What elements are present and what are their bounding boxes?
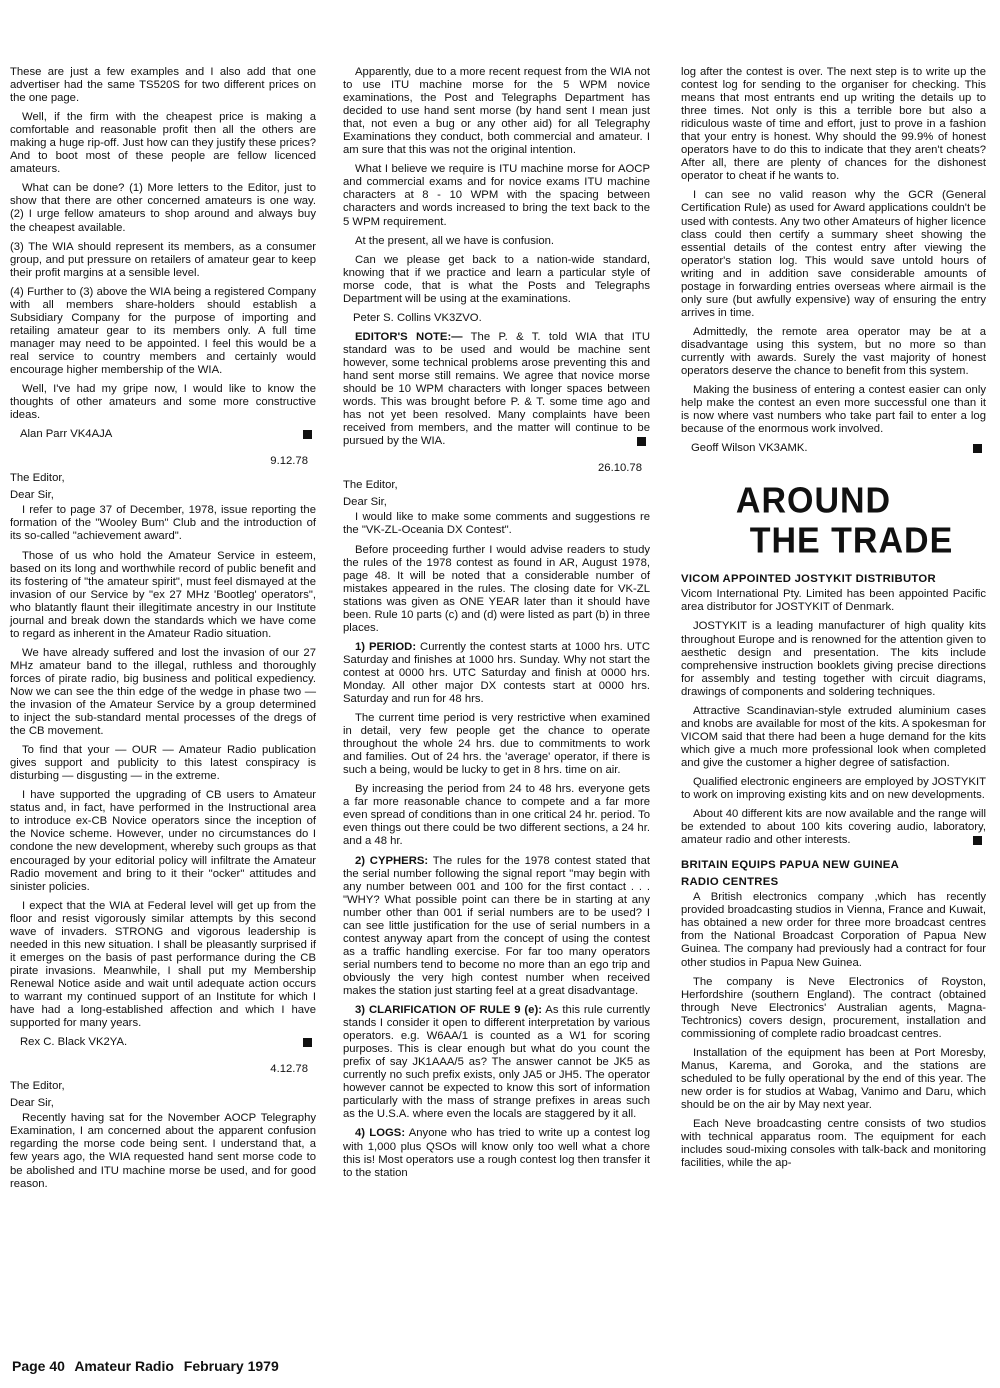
letter-date: 26.10.78 <box>598 462 642 475</box>
section-title: AROUND THE TRADE <box>735 481 954 562</box>
article-paragraph: The company is Neve Electronics of Royston, Herfordshire (southern England). The contract (obtained through Neve Electronics' Australian agents, Magna-Techtronics) covers design, procurement, installation and commissioning of complete radio broadcast centres. <box>681 975 986 1040</box>
issue-date: February 1979 <box>183 1358 279 1374</box>
letter-paragraph: What I believe we require is ITU machine morse for AOCP and commercial exams and for novice exams ITU machine characters at 8 - 10 WPM with the spacing between characters and words increased to bring the text back to the 5 WPM requirement. <box>343 163 650 228</box>
article-paragraph: JOSTYKIT is a leading manufacturer of high quality kits throughout Europe and is renowned for the attention given to aesthetic design and presentation. The kits include comprehensive instruction booklets giving precise directions for assembly and testing together with circuit diagrams, drawings of components and soldering techniques. <box>681 620 986 698</box>
column-3 <box>681 66 986 1176</box>
article-heading: VICOM APPOINTED JOSTYKIT DISTRIBUTOR <box>681 573 936 586</box>
letter-salutation: Dear Sir, <box>10 1097 54 1110</box>
letter-addressee: The Editor, <box>10 472 65 485</box>
end-mark-icon <box>973 836 982 845</box>
letter-paragraph: 4) LOGS: Anyone who has tried to write up a contest log with 1,000 plus QSOs will know only too well what a chore this is! Most operators use a rough contest log then transfer it to the station <box>343 1127 650 1179</box>
article-heading: RADIO CENTRES <box>681 876 779 889</box>
letter-paragraph: At the present, all we have is confusion. <box>355 234 555 247</box>
letter-addressee: The Editor, <box>10 1080 65 1093</box>
article-paragraph: About 40 different kits are now available and the range will be extended to about 100 kits covering audio, laboratory, amateur radio and other interests. <box>681 808 986 847</box>
end-mark-icon <box>303 430 312 439</box>
magazine-title: Amateur Radio <box>74 1358 174 1374</box>
letter-paragraph: We have already suffered and lost the invasion of our 27 MHz amateur band to the illegal, ruthless and thoroughly forces of pirate radio, big business and political expediency. Now we can see the thin edge of the wedge in phase two — the invasion of the Amateur Service by a group determined to inject the sub-standard mental processes of the dregs of the CB movement. <box>10 646 316 738</box>
article-paragraph: Attractive Scandinavian-style extruded aluminium cases and knobs are available for most of the kits. A spokesman for VICOM said that there had been a huge demand for the kits which give a much more professional look when completed and give the customer a higher degree of satisfaction. <box>681 704 986 769</box>
letter-paragraph: I expect that the WIA at Federal level will get up from the floor and resist vigorously similar attempts by this second wave of invaders. STRONG and vigorous leadership is needed in this new situation. I shall be pleasantly surprised if it emerges on the basis of past performance during the CB pirate invasions. Meanwhile, I shall put my Membership Renewal Notice aside and wait until adequate action occurs to warrant my continued support of an Institute for which I have had a long-established affection and which I have supported for many years. <box>10 899 316 1030</box>
letter-paragraph: Those of us who hold the Amateur Service in esteem, based on its long and worthwhile record of public benefit and its fostering of "the amateur spirit", must feel dismayed at the invasion of our Service by "ex 27 MHz 'Bootleg' operators", who blatantly flaunt their illegitimate ancestry in our Institute journal and break down the standards which we have come to regard as inherent in the Amateur Radio situation. <box>10 549 316 640</box>
letter-paragraph: Well, if the firm with the cheapest price is making a comfortable and reasonable profit then all the others are making a huge rip-off. Just how can they justify these prices? And to boot most of these people are fellow licenced amateurs. <box>10 111 316 176</box>
letter-salutation: Dear Sir, <box>343 496 387 509</box>
letter-paragraph: Apparently, due to a more recent request from the WIA not to use ITU machine morse for the 5 WPM novice examinations, the Post and Telegraphs Department has decided to use hand sent morse (by hand sent I mean just that, not even a bug or any other aid) for all Telegraphy Examinations they conduct, both commercial and amateur. I am sure that this was not the original intention. <box>343 66 650 157</box>
letter-paragraph: Making the business of entering a contest easier can only help make the contest an even more successful one than it is now where vast numbers who take part fail to enter a log because of the enormous work involved. <box>681 384 986 436</box>
page-number: Page 40 <box>12 1358 65 1374</box>
letter-salutation: Dear Sir, <box>10 489 54 502</box>
letter-paragraph: Before proceeding further I would advise readers to study the rules of the 1978 contest as found in AR, August 1978, page 48. It will be noted that a considerable number of mistakes appeared in the rules. The closing date for VK-ZL stations was given as ONE YEAR later than it should have been. Rule 10 parts (c) and (d) were listed as part (b) in three places. <box>343 543 650 634</box>
letter-paragraph: I refer to page 37 of December, 1978, issue reporting the formation of the "Wooley Bum" Club and the introduction of its so-called "achievement award". <box>10 504 316 543</box>
article-heading: BRITAIN EQUIPS PAPUA NEW GUINEA <box>681 859 900 872</box>
article-paragraph: A British electronics company ,which has recently provided broadcasting studios in Vienna, France and Kuwait, has obtained a new order for three more broadcast centres from the National Broadcast Corporation of Papua New Guinea. The company had previously had a contract for four other studios in Papua New Guinea. <box>681 891 986 969</box>
letter-paragraph: 1) PERIOD: Currently the contest starts at 1000 hrs. UTC Saturday and finishes at 1000 hrs. Sunday. Why not start the contest at 0000 hrs. UTC Saturday and finish at 0000 hrs. Monday. All other major DX contests start at 0000 hrs. Saturday and run for 48 hrs. <box>343 640 650 706</box>
letter-paragraph: I have supported the upgrading of CB users to Amateur status and, in fact, have performed in the Instructional area to introduce ex-CB Novice operators since the inception of the Novice scheme. However, under no circumstances do I condone the new development, whereby such groups as that encouraged by your editorial policy will infiltrate the Amateur Radio movement and bring to it their "ocker" attitudes and sinister policies. <box>10 789 316 893</box>
end-mark-icon <box>637 437 646 446</box>
letter-signature: Alan Parr VK4AJA <box>10 428 316 441</box>
letter-paragraph: I would like to make some comments and suggestions re the "VK-ZL-Oceania DX Contest". <box>343 511 650 537</box>
letter-paragraph: What can be done? (1) More letters to the Editor, just to show that there are other concerned amateurs is one way. (2) I urge fellow amateurs to shop around and always buy the cheapest available. <box>10 182 316 234</box>
letter-paragraph: 2) CYPHERS: The rules for the 1978 contest stated that the serial number following the signal report "may begin with any number between 001 and 100 for the first contact . . . "WHY? What possible point can there be in starting at any number other than 001 if serial numbers are to be used? I can see little justification for the use of serial numbers in a contest anyway apart from the concept of using the contest as a traffic handling exercise. For far too many operators serial numbers tend to become no more than an ego trip and obviously the very high contest number when received makes the station just starting feel at a great disadvantage. <box>343 854 651 997</box>
column-2 <box>343 66 650 1186</box>
article-paragraph: Vicom International Pty. Limited has been appointed Pacific area distributor for JOSTYKIT of Denmark. <box>681 588 986 614</box>
letter-signature: Geoff Wilson VK3AMK. <box>681 442 986 455</box>
letter-paragraph: These are just a few examples and I also add that one advertiser had the same TS520S for two different prices on the one page. <box>10 66 316 105</box>
column-1 <box>10 66 316 1197</box>
letter-addressee: The Editor, <box>343 479 398 492</box>
letter-paragraph: Can we please get back to a nation-wide standard, knowing that if we practice and learn a particular style of morse code, that is what the Posts and Telegraphs Department will be using at the examinations. <box>343 253 650 305</box>
page-footer <box>12 1358 285 1374</box>
article-paragraph: Installation of the equipment has been at Port Moresby, Manus, Karema, and Goroka, and the stations are scheduled to be fully operational by the end of this year. The new order is for studios at Wabag, Vanimo and Daru, which should be on the air by May next year. <box>681 1046 986 1111</box>
letter-paragraph: log after the contest is over. The next step is to write up the contest log for sending to the organiser for checking. This means that most entrants end up writing the details up to three times. Not only is this a terrible bore but also a ridiculous waste of time and effort, just to prove in a fashion that your entry is honest. Why should the 99.9% of honest operators have to do this to indicate that they aren't cheats? After all, there are plenty of chances for the dishonest operator to cheat if he wants to. <box>681 66 986 183</box>
letter-paragraph: Recently having sat for the November AOCP Telegraphy Examination, I am concerned about the apparent confusion regarding the morse code being sent. I understand that, a few years ago, the WIA requested hand sent morse code to be abolished and ITU machine morse be used, and for good reason. <box>10 1112 316 1190</box>
letter-paragraph: 3) CLARIFICATION OF RULE 9 (e): As this rule currently stands I consider it open to different interpretation by various operators. e.g. W6AA/1 is counted as a W1 for scoring purposes. This is clear enough but what do you count the prefix of say JK1AAA/5 as? The answer cannot be JK5 as currently no such prefix exists, only JA5 or JH5. The operator however cannot be expected to know this sort of information particularly with the mass of strange prefixes in areas such as the U.S.A. where even the locals are staggered by it all. <box>343 1004 651 1121</box>
letter-paragraph: Well, I've had my gripe now, I would like to know the thoughts of other amateurs and some more constructive ideas. <box>10 383 316 422</box>
letter-paragraph: Admittedly, the remote area operator may be at a disadvantage using this system, but no more so than currently with awards. Surely the vast majority of honest operators deserve the chance to benefit from this system. <box>681 325 986 378</box>
letter-signature: Rex C. Black VK2YA. <box>10 1036 316 1049</box>
editors-note-label: EDITOR'S NOTE:— <box>355 330 463 343</box>
letter-paragraph: To find that your — OUR — Amateur Radio publication gives support and publicity to this latest conspiracy is disturbing — disgusting — in the extreme. <box>10 744 316 783</box>
article-paragraph: Each Neve broadcasting centre consists of two studios with technical apparatus room. The equipment for each includes soud-mixing consoles with talk-back and monitoring facilities, while the ap- <box>681 1118 986 1170</box>
letter-paragraph: I can see no valid reason why the GCR (General Certification Rule) as used for Award applications couldn't be used with contests. Any two other Amateurs of higher licence class could then certify a summary sheet showing the essential details of the contest entry after viewing the operator's station log. This would save untold hours of writing and in addition save considerable amounts of postage in forwarding entries overseas where airmail is the only sure (but awfully expensive) way of ensuring the entry arrives in time. <box>681 189 986 319</box>
end-mark-icon <box>303 1038 312 1047</box>
end-mark-icon <box>973 444 982 453</box>
letter-paragraph: By increasing the period from 24 to 48 hrs. everyone gets a far more reasonable chance to compete and a far more even spread of conditions than in one critical 24 hr. period. To even things out there could be two different sections, a 24 hr. and a 48 hr. <box>343 783 650 848</box>
letter-paragraph: (4) Further to (3) above the WIA being a registered Company with all members share-holders should establish a Subsidiary Company for the purpose of importing and retailing amateur gear to its members only. A full time manager may need to be appointed. I feel this would be a real service to country members and certainly would encourage higher membership of the WIA. <box>10 285 316 376</box>
letter-paragraph: (3) The WIA should represent its members, as a consumer group, and put pressure on retailers of amateur gear to keep their profit margins at a sensible level. <box>10 240 316 279</box>
letter-date: 9.12.78 <box>270 455 308 468</box>
letter-signature: Peter S. Collins VK3ZVO. <box>353 311 482 324</box>
letter-paragraph: The current time period is very restrictive when examined in detail, very few people get the chance to operate throughout the whole 24 hrs. due to commitments to work and families. Out of 24 hrs. the 'average' operator, if there is such a being, would be lucky to get in 8 hrs. time on air. <box>343 712 650 777</box>
article-paragraph: Qualified electronic engineers are employed by JOSTYKIT to work on improving existing kits and on new developments. <box>681 775 986 802</box>
letter-date: 4.12.78 <box>270 1063 308 1076</box>
editors-note: EDITOR'S NOTE:— The P. & T. told WIA that ITU standard was to be used and would be machine sent however, some technical problems arose preventing this and hand sent morse still remains. We agree that novice morse should be 10 WPM characters with longer spaces between words. This was brought before P. & T. some time ago and has not yet been resolved. Many complaints have been received from members, and the matter will continue to be pursued by the WIA. <box>343 330 650 448</box>
